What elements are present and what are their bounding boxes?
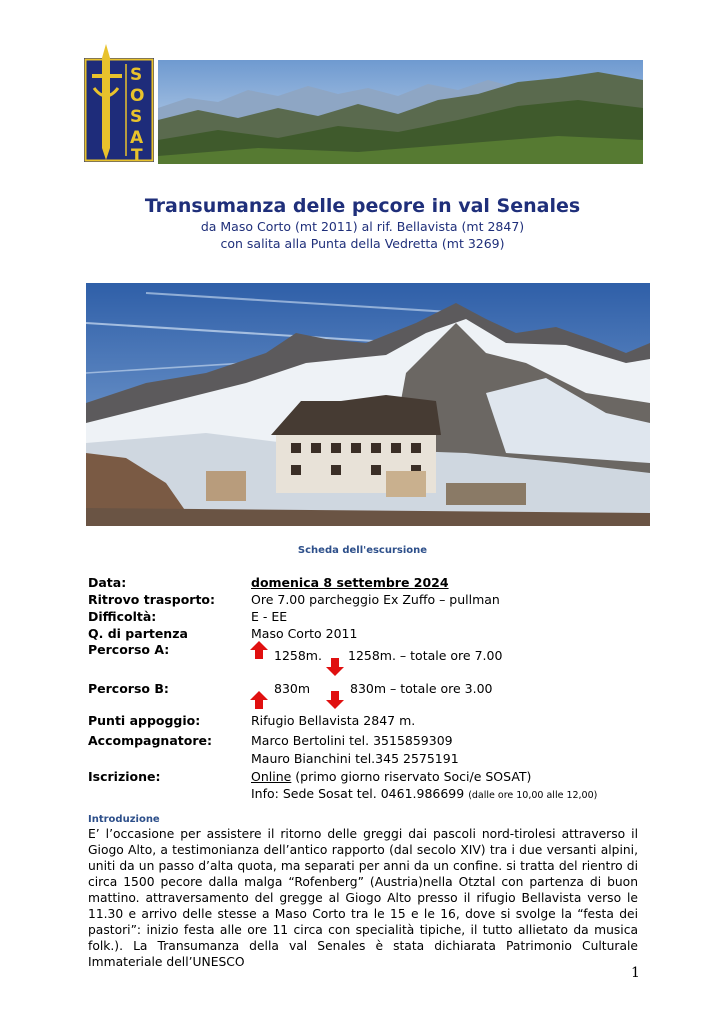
info-hours: (dalle ore 10,00 alle 12,00) — [468, 790, 598, 801]
page-number: 1 — [631, 965, 640, 981]
svg-text:O: O — [130, 86, 145, 106]
data-value: domenica 8 settembre 2024 — [251, 575, 449, 590]
data-label: Data: — [88, 575, 127, 590]
svg-text:S: S — [130, 65, 143, 85]
arrow-up-icon — [250, 691, 268, 709]
sosat-logo-icon — [84, 44, 154, 164]
arrow-down-icon — [326, 658, 344, 676]
scheda-heading: Scheda dell'escursione — [297, 545, 428, 556]
arrow-up-icon — [250, 641, 268, 659]
percorso-b-up: 830m — [274, 681, 311, 696]
partenza-value: Maso Corto 2011 — [251, 626, 358, 641]
percorso-b-down: 830m – totale ore 3.00 — [350, 681, 493, 696]
iscrizione-label: Iscrizione: — [88, 769, 161, 784]
difficolta-value: E - EE — [251, 609, 288, 624]
svg-text:A: A — [130, 128, 144, 148]
accompagnatore-2: Mauro Bianchini tel.345 2575191 — [251, 751, 459, 766]
ritrovo-value: Ore 7.00 parcheggio Ex Zuffo – pullman — [251, 592, 500, 607]
percorso-a-down: 1258m. – totale ore 7.00 — [348, 648, 503, 663]
subtitle-line-2: con salita alla Punta della Vedretta (mt 3269) — [220, 236, 505, 251]
info-line — [251, 786, 597, 801]
partenza-label: Q. di partenza — [88, 626, 188, 641]
svg-text:T: T — [131, 146, 143, 164]
difficolta-label: Difficoltà: — [88, 609, 157, 624]
online-link[interactable]: Online — [251, 769, 292, 784]
accompagnatore-label: Accompagnatore: — [88, 733, 212, 748]
subtitle-line-1: da Maso Corto (mt 2011) al rif. Bellavista (mt 2847) — [200, 219, 525, 234]
svg-text:S: S — [130, 107, 143, 127]
page-title: Transumanza delle pecore in val Senales — [144, 195, 581, 217]
arrow-down-icon — [326, 691, 344, 709]
rifugio-photo — [86, 283, 650, 526]
percorso-a-label: Percorso A: — [88, 642, 170, 657]
mountain-banner-image — [158, 60, 643, 164]
iscrizione-note: (primo giorno riservato Soci/e SOSAT) — [291, 769, 532, 784]
sosat-logo — [84, 44, 154, 164]
iscrizione-value — [251, 769, 531, 784]
info-main: Info: Sede Sosat tel. 0461.986699 — [251, 786, 469, 801]
percorso-a-up: 1258m. — [274, 648, 322, 663]
ritrovo-label: Ritrovo trasporto: — [88, 592, 216, 607]
appoggio-label: Punti appoggio: — [88, 713, 201, 728]
intro-text: E’ l’occasione per assistere il ritorno delle greggi dai pascoli nord-tirolesi attraverso il Giogo Alto, a testimonianza dell’antico rapporto (dal secolo XIV) tra i due versanti alpini, uniti da un passo d’alta quota, ma separati per anni da un confine. si tratta del rientro di circa 1500 pecore dalla malga “Rofenberg” (Austria)nella Otztal con partenza di buon mattino. attraversamento del gregge al Giogo Alto presso il rifugio Bellavista verso le 11.30 e arrivo delle stesse a Maso Corto tra le 15 e le 16, dove si svolge la “festa dei pastori”: inizio festa alle ore 11 circa con specialità tipiche, il tutto allietato da musica folk.). La Transumanza della val Senales è stata dichiarata Patrimonio Culturale Immateriale dell’UNESCO — [88, 827, 638, 969]
percorso-b-label: Percorso B: — [88, 681, 169, 696]
accompagnatore-1: Marco Bertolini tel. 3515859309 — [251, 733, 453, 748]
appoggio-value: Rifugio Bellavista 2847 m. — [251, 713, 416, 728]
intro-heading: Introduzione — [88, 814, 160, 825]
